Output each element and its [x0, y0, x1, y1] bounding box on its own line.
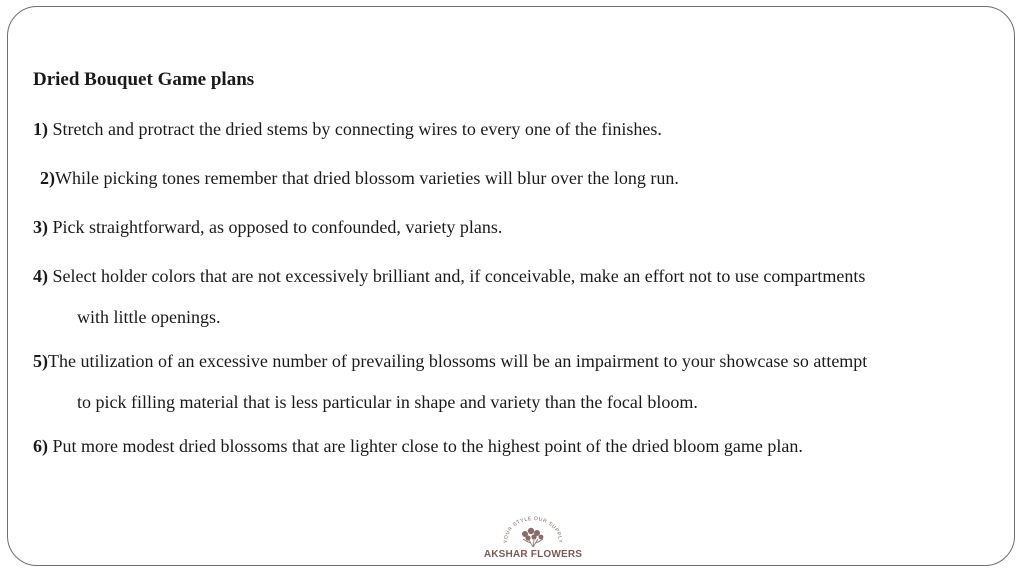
logo-brand-name: AKSHAR FLOWERS: [483, 549, 583, 560]
list-item: [33, 164, 993, 192]
list-item: [33, 213, 993, 241]
item-text: Put more modest dried blossoms that are lighter close to the highest point of the dried bloom game plan.: [52, 436, 803, 456]
item-text: Stretch and protract the dried stems by connecting wires to every one of the finishes.: [52, 119, 662, 139]
slide-title: Dried Bouquet Game plans: [33, 69, 255, 90]
flower-bouquet-icon: [493, 516, 573, 548]
item-number: 2): [40, 168, 55, 188]
item-text-continued: to pick filling material that is less particular in shape and variety than the focal bloom.: [77, 392, 698, 412]
item-number: 1): [33, 119, 48, 139]
list-item: [33, 115, 993, 143]
list-item: [33, 341, 993, 423]
akshar-flowers-logo: [474, 516, 592, 564]
item-text: Pick straightforward, as opposed to confounded, variety plans.: [52, 217, 503, 237]
item-text: While picking tones remember that dried blossom varieties will blur over the long run.: [55, 168, 679, 188]
logo-tagline: YOUR STYLE OUR SUPPLY: [502, 516, 564, 544]
slide-content: [33, 66, 993, 481]
item-text: Select holder colors that are not excessively brilliant and, if conceivable, make an effort not to use compartments: [52, 266, 866, 286]
item-number: 3): [33, 217, 48, 237]
item-number: 4): [33, 266, 48, 286]
item-text-continued: with little openings.: [77, 307, 221, 327]
item-number: 6): [33, 436, 48, 456]
item-text: The utilization of an excessive number of prevailing blossoms will be an impairment to your showcase so attempt: [48, 351, 868, 371]
item-number: 5): [33, 351, 48, 371]
list-item: [33, 256, 993, 338]
list-item: [33, 432, 993, 460]
